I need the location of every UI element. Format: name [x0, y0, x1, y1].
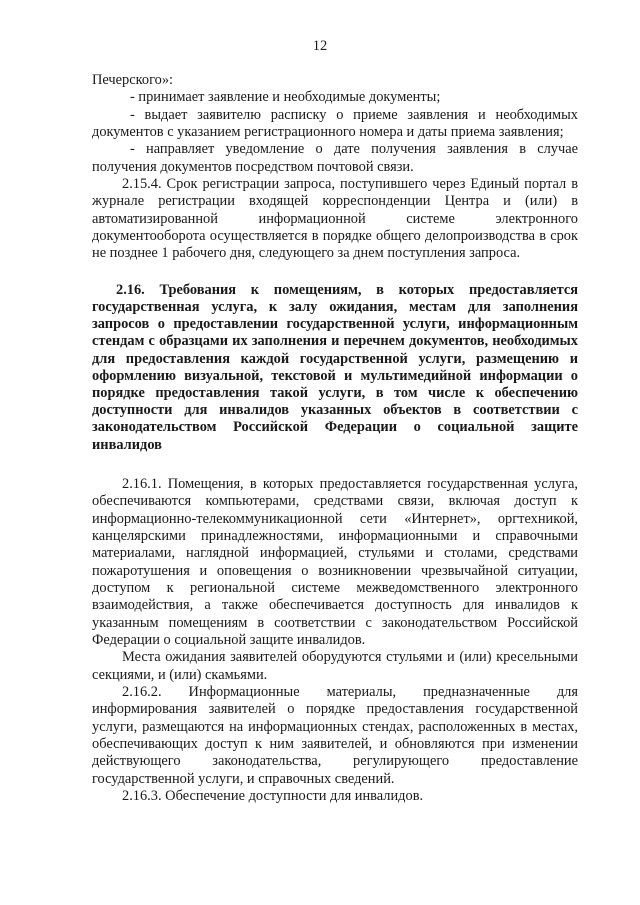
- paragraph-2-16-1: 2.16.1. Помещения, в которых предоставляется государственная услуга, обеспечиваются компьютерами, средствами связи, включая доступ к информационно-телекоммуникационной сети «Интернет», оргтехникой, канцелярскими принадлежностями, информационными и справочными материалами, наглядной информацией, стульями и столами, средствами пожаротушения и оповещения о возникновении чрезвычайной ситуации, доступом к региональной системе межведомственного электронного взаимодействия, а также обеспечивается доступность для инвалидов к указанным помещениям в соответствии с законодательством Российской Федерации о социальной защите инвалидов.: [92, 475, 578, 648]
- list-item-notification: - направляет уведомление о дате получения заявления в случае получения документов посредством почтовой связи.: [92, 141, 578, 175]
- list-item-receipt: - выдает заявителю расписку о приеме заявления и необходимых документов с указанием регистрационного номера и даты приема заявления;: [92, 106, 578, 141]
- paragraph-2-16-3: 2.16.3. Обеспечение доступности для инвалидов.: [122, 788, 424, 804]
- paragraph-2-16-2: 2.16.2. Информационные материалы, предназначенные для информирования заявителей о порядке предоставления государственной услуги, размещаются на информационных стендах, расположенных в местах, обеспечивающих доступ к ним заявителей, и обновляются при изменении действующего законодательства, регулирующего предоставление государственной услуги, и справочных сведений.: [92, 683, 578, 787]
- paragraph-2-15-4: 2.15.4. Срок регистрации запроса, поступившего через Единый портал в журнале регистрации входящей корреспонденции Центра и (или) в автоматизированной информационной системе электронного документооборота осуществляется в порядке общего делопроизводства в срок не позднее 1 рабочего дня, следующего за днем поступления запроса.: [92, 176, 578, 262]
- paragraph-waiting-places: Места ожидания заявителей оборудуются стульями и (или) кресельными секциями, и (или) скамьями.: [92, 649, 578, 683]
- document-body: [92, 72, 578, 805]
- list-item-accept: - принимает заявление и необходимые документы;: [130, 89, 441, 106]
- page-number: 12: [312, 38, 328, 54]
- paragraph-continuation: Печерского»:: [92, 72, 174, 88]
- section-heading-2-16: 2.16. Требования к помещениям, в которых предоставляется государственная услуга, к залу ожидания, местам для заполнения запросов о предоставлении государственной услуги, информационным стендам с образцами их заполнения и перечнем документов, необходимых для предоставления каждой государственной услуги, размещению и оформлению визуальной, текстовой и мультимедийной информации о порядке предоставления такой услуги, в том числе к обеспечению доступности для инвалидов указанных объектов в соответствии с законодательством Российской Федерации о социальной защите инвалидов: [92, 281, 578, 453]
